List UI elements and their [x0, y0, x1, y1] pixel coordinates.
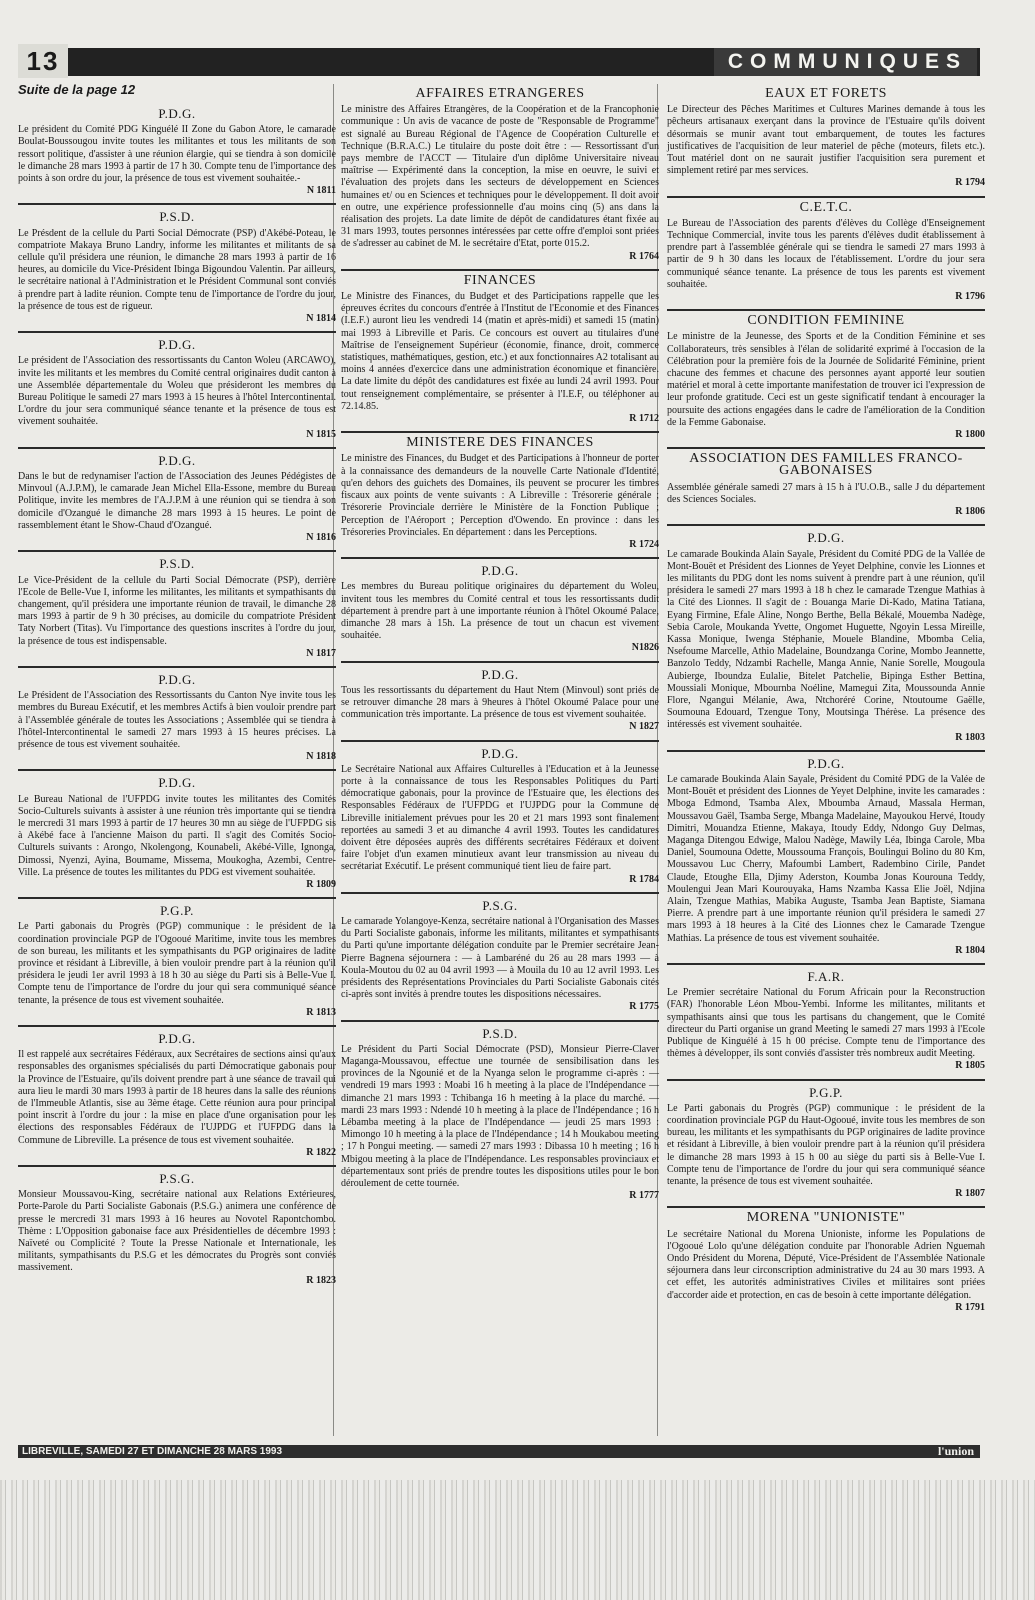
- communique: [667, 309, 985, 441]
- notice-separator: [341, 740, 659, 742]
- communique-body: Le Secrétaire National aux Affaires Culturelles à l'Education et à la Jeunesse porte à la connaissance de tous les Responsables Politiques du Parti démocratique gabonais, pour la province de l'Estuaire que, les élections des Responsables Fédéraux de l'UFPDG et l'UJPDG pour la Commune de Libreville initialement prévues pour les 20 et 21 mars 1993 sont finalement reportées au samedi 3 et au dimanche 4 avril 1993. Toutes les candidatures doivent être déposées auprès des différents secrétaires Fédéraux et doivent faire l'objet d'un examen minutieux avant leur transmission au niveau du secrétariat Exécutif. Le présent communiqué tient lieu de faire part.: [341, 763, 659, 873]
- communique: [18, 331, 336, 441]
- communique-heading: P.D.G.: [158, 452, 196, 468]
- notice-separator: [18, 331, 336, 333]
- communique-body: Tous les ressortissants du département du Haut Ntem (Minvoul) sont priés de se retrouver dimanche 28 mars à 9heures à l'hôtel Okoumé Palace pour une communication très importante. La présence de tous est vivement souhaitée.: [341, 684, 659, 721]
- reference-number: R 1775: [629, 1001, 659, 1013]
- communique: [667, 1206, 985, 1314]
- communique-body: Le Bureau de l'Association des parents d'élèves du Collège d'Enseignement Technique Commercial, invite tous les parents d'élèves dudit établissement à prendre part à l'assemblée générale qui se tiendra le samedi 27 mars 1993 à partir de 9 h 30 dans les locaux de l'établissement. L'ordre du jour sera communiqué séance tenante. La présence de tous les parents est vivement souhaitée.: [667, 217, 985, 290]
- footer-dateline: LIBREVILLE, SAMEDI 27 ET DIMANCHE 28 MARS 1993: [22, 1446, 283, 1457]
- communique-heading: CONDITION FEMININE: [747, 313, 905, 329]
- communique-body: Le camarade Yolangoye-Kenza, secrétaire national à l'Organisation des Masses du Parti Socialiste gabonais, informe les militants, militantes et sympathisants du Parti qu'une importante délégation conduite par le Premier secrétaire Jean-Pierre Bagnena séjournera : — à Lambaréné du 26 au 28 mars 1993 — à Koula-Moutou du 02 au 04 avril 1993 — à Mouila du 10 au 12 avril 1993. Les présidents des Représentations Provinciales du Parti Socialiste Gabonais cités ci-après sont invités à prendre toutes les dispositions nécessaires.: [341, 915, 659, 1001]
- notice-separator: [341, 269, 659, 271]
- communique-heading: MORENA "UNIONISTE": [746, 1210, 906, 1226]
- communique: [18, 1025, 336, 1159]
- notice-separator: [341, 661, 659, 663]
- communique: [341, 269, 659, 425]
- communique: [667, 750, 985, 957]
- communique-heading: MINISTERE DES FINANCES: [406, 435, 594, 451]
- communique-heading: P.D.G.: [807, 755, 845, 771]
- communique-body: Le Premier secrétaire National du Forum Africain pour la Reconstruction (FAR) l'honorable Léon Mbou-Yembi. Informe les militantes, militants et sympathisants ainsi que tous les partisans du changement, que le Comité directeur du Parti organise un grand Meeting le samedi 27 mars 1993 à l'Ecole Publique de Kinguélé à 15 h 00 précise. Compte tenu de l'importance des thèmes à développer, ils sont conviés d'assister très nombreux audit Meeting.: [667, 987, 985, 1060]
- reference-number: N 1815: [306, 428, 336, 440]
- communique-body: Le Parti gabonais du Progrès (PGP) communique : le président de la coordination provinciale PGP de l'Ogooué Maritime, invite tous les membres de son bureau, les militants et les sympathisants du PGP originaires de ladite province et résidant à Libreville, à bien vouloir prendre part à la réunion qu'il présidera le jeudi 1er avril 1993 à 18 h 30 au siège du Parti sis à Belle-Vue I. Compte tenu de l'importance de l'ordre du jour qui sera communiqué séance tenante, la présence de tous est vivement souhaitée.: [18, 921, 336, 1006]
- communique-body: Le ministre de la Jeunesse, des Sports et de la Condition Féminine et ses Collaborateurs, très sensibles à l'élan de solidarité exprimé à l'occasion de la Célébration pour la première fois de la Journée de Solidarité Féminine, prient chacune des femmes et chacune des personnes ayant apporté leur soutien matériel et moral à cette importante manifestation de trouver ici l'expression de leur profonde gratitude. Ceci est un geste significatif tendant à encourager la poursuite des actions engagées dans le cadre de l'amélioration de la Condition de la Femme Gabonaise.: [667, 331, 985, 428]
- notice-separator: [667, 1079, 985, 1081]
- communique: [667, 196, 985, 304]
- communique-heading: P.D.G.: [481, 745, 519, 761]
- communique: [18, 108, 336, 197]
- notice-separator: [667, 750, 985, 752]
- communique-body: Le président de l'Association des ressortissants du Canton Woleu (ARCAWO), invite les militants et les membres du Comité central originaires dudit canton à une Assemblée départementale du Woleu que présideront les membres du Bureau Politique le samedi 27 mars 1993 à 15 heures à l'hôtel Intercontinental. L'ordre du jour sera communiqué séance tenante et la présence de tous est vivement souhaitée.: [18, 355, 336, 428]
- communique-heading: P.D.G.: [158, 1031, 196, 1046]
- reference-number: N 1827: [629, 721, 659, 733]
- communique-heading: P.G.P.: [160, 903, 194, 919]
- notice-separator: [18, 550, 336, 552]
- reference-number: R 1813: [306, 1006, 336, 1018]
- communique: [341, 1020, 659, 1203]
- communique-body: Dans le but de redynamiser l'action de l'Association des Jeunes Pédégistes de Minvoul (A.J.P.M), le camarade Jean Michel Ella-Essone, membre du Bureau Politique, invite les membres de l'A.J.P.M à une réunion qui se tiendra à son domicile d'Ozangué le dimanche 28 mars 1993 à 15 heures. Le point de rassemblement étant le Show-Chaud d'Ozangué.: [18, 471, 336, 531]
- communique-body: Monsieur Moussavou-King, secrétaire national aux Relations Extérieures, Porte-Parole du Parti Socialiste Gabonais (P.S.G.) animera une conférence de presse le mercredi 31 mars 1993 à 16 heures au Novotel Rapontchombo. Thème : L'Opposition gabonaise face aux Présidentielles de décembre 1993 : Naïveté ou Complicité ? Toute la Presse Nationale et Internationale, les militants, sympathisants du P.S.G et les démocrates du Progrès sont conviés massivement.: [18, 1189, 336, 1274]
- reference-number: R 1800: [955, 429, 985, 441]
- communique-body: Le camarade Boukinda Alain Sayale, Président du Comité PDG de la Vallée de Mont-Bouët et Président des Lionnes de Yeyet Delphine, convie les Lionnes et les militants du PDG dont les noms suivent à prendre part à une réunion, qu'il présidera le samedi 27 mars 1993 à 18 h chez le camarade Tzengue Mathias à la Cité des Lionnes. Il s'agit de : Bouanga Marie Di-Kado, Matina Tatiana, Eyang Firmine, Efale Aline, Nongo Berthe, Bella Békalé, Mouemba Nadège, Sebia Carole, Moukanda Yvette, Ongomet Huguette, Ngoyin Lessa Mireille, Kassa Monique, Iwenga Stéphanie, Mouele Blandine, Mbomba Celia, Nsefoume Marcelle, Athio Madelaine, Boundzanga Corine, Mombo Jeannette, Banzolo Teddy, Ndzambi Rachelle, Manga Annie, Nanie Sorelle, Mougoula Aubierge, Iboundza Eulalie, Bitelet Patchelie, Bipinga Esther Bettina, Moussiali Monique, Mbournba Noéline, Mamegui Zita, Moussounda Annie Flore, Ngangui Mélanie, Awa, Ntchoréré Corine, Ntoutoume Gaëlle, Soumouna Edouard, Tzengue Tony, Moutsinga Thérèse. La présence des intéressés est vivement souhaitée.: [667, 548, 985, 731]
- communique-body: Les membres du Bureau politique originaires du département du Woleu, invitent tous les membres du Comité central et tous les ressortissants dudit département à prendre part à une importante réunion à l'hôtel Okoumé Palace, dimanche 28 mars à 15h. La présence de tout un chacun est vivement souhaitée.: [341, 581, 659, 642]
- communique-body: Le Bureau National de l'UFPDG invite toutes les militantes des Comités Socio-Culturels suivants à assister à une réunion très importante qui se tiendra le mercredi 31 mars 1993 à partir de 17 heures 30 mn au siège de l'UFPDG sis à Akébé face à l'ancienne Maison du parti. Il s'agit des Comités Socio-Culturels suivants : Arongo, Nkolengong, Kounabeli, Akébé-Ville, Ignonga, Dimossi, Nyenzi, Ayina, Boumame, Missema, Moukogha, Azembi, Centre-Ville. La présence de toutes les militantes du PDG est vivement souhaitée.: [18, 793, 336, 878]
- communique-body: Il est rappelé aux secrétaires Fédéraux, aux Secrétaires de sections ainsi qu'aux responsables des organismes spécialisés du parti Démocratique gabonais pour la Province de l'Estuaire, qu'ils doivent prendre part à une séance de travail qui aura lieu le mardi 30 mars 1993 à partir de 18 heures dans la salle des réunions de l'Immeuble Atlantis, sise au 3ème étage. Cette réunion aura pour principal point inscrit à l'ordre du jour : la mise en place d'une organisation pour les élections des responsables Fédéraux de l'UJPDG et l'UFPDG dans la Commune de Libreville. La présence de tous est vivement souhaitée.: [18, 1049, 336, 1146]
- notice-separator: [18, 1025, 336, 1027]
- communique: [341, 88, 659, 263]
- communique-heading: P.S.D.: [159, 209, 195, 225]
- communique: [667, 524, 985, 743]
- notice-separator: [667, 447, 985, 449]
- footer-masthead: l'union: [937, 1444, 974, 1458]
- notice-separator: [18, 447, 336, 449]
- reference-number: R 1777: [629, 1190, 659, 1202]
- communique: [667, 447, 985, 518]
- communique: [341, 740, 659, 886]
- communique-body: Le Présdent de la cellule du Parti Social Démocrate (PSP) d'Akébé-Poteau, le compatriote Makaya Bruno Landry, informe les militantes et militants de sa cellule qu'il présidera une réunion, le dimanche 28 mars 1993 à partir de 16 heures, au domicile du Vice-Président Ibinga Bigoundou Valentin. Par ailleurs, le secrétaire national à l'Administration et le Président Communal sont conviés à prendre part à ladite réunion. Compte tenu de l'importance de l'ordre du jour, la présence de tous est de rigueur.: [18, 227, 336, 312]
- notice-separator: [667, 524, 985, 526]
- reference-number: N 1811: [306, 185, 336, 197]
- communique-body: Le Président de l'Association des Ressortissants du Canton Nye invite tous les membres du Bureau Exécutif, et les membres Actifs à bien vouloir prendre part à l'Assemblée générale de toutes les Associations ; Assemblée qui se tiendra à l'hôtel-Intercontinental le samedi 27 mars 1993 à 15 heures précises. La présence de tous est vivement souhaitée.: [18, 690, 336, 750]
- reference-number: R 1809: [306, 878, 336, 890]
- notice-separator: [667, 196, 985, 198]
- notice-separator: [18, 769, 336, 771]
- continuation-note: Suite de la page 12: [18, 82, 136, 97]
- column-left: [18, 102, 336, 1293]
- communique-heading: P.D.G.: [158, 775, 196, 791]
- communique-heading: AFFAIRES ETRANGERES: [415, 86, 585, 101]
- communique-body: Le secrétaire National du Morena Unioniste, informe les Populations de l'Ogooué Lolo qu'une délégation conduite par l'honorable Adrien Nguemah Ondo Président du Morena, Député, Vice-Président de l'Assemblée Nationale séjournera dans leur circonscription administrative du 24 au 30 mars 1993. A cet effet, les autorités administratives Civiles et militaires sont priées d'accorder aide et protection, en cas de besoin à cette importante délégation.: [667, 1228, 985, 1301]
- page-footer: [18, 1445, 980, 1458]
- notice-separator: [18, 1165, 336, 1167]
- communique-body: Le Président du Parti Social Démocrate (PSD), Monsieur Pierre-Claver Maganga-Moussavou, effectue une tournée de sensibilisation dans les provinces de la Ngounié et de la Nyanga selon le programme ci-après : — vendredi 19 mars 1993 : Moabi 16 h meeting à la place de l'Indépendance — dimanche 21 mars 1993 : Tchibanga 16 h meeting à la place du marché. — mardi 23 mars 1993 : Ndendé 10 h meeting à la place de l'Indépendance ; 16 h Lébamba meeting à la place de l'Indépendance — jeudi 25 mars 1993 : Mimongo 10 h meeting à la place de l'Indépendance ; 14 h Moukabou meeting ; 17 h Pongui meeting. — samedi 27 mars 1993 : Dibassa 10 h meeting ; 16 h Mbigou meeting à la place de l'Indépendance. Les responsables provinciaux et départementaux sont priés de prendre toutes les dispositions utiles pour le bon déroulement de cette tournée.: [341, 1043, 659, 1190]
- notice-separator: [667, 309, 985, 311]
- communique: [667, 88, 985, 190]
- notice-separator: [341, 557, 659, 559]
- communique: [18, 203, 336, 325]
- reference-number: N 1816: [306, 532, 336, 544]
- page-number: 13: [18, 44, 68, 78]
- communique-body: Le président du Comité PDG Kinguélé II Zone du Gabon Atore, le camarade Boulat-Boussougou invite toutes les militantes et tous les militants de son ressort politique, d'assister à une réunion élargie, qui se tiendra à son domicile le dimanche 28 mars 1993 à partir de 17 h 30. Compte tenu de l'importance des points à son ordre du jour, la présence de tous est vivement souhaitée.-: [18, 124, 336, 185]
- reference-number: R 1822: [306, 1146, 336, 1158]
- reference-number: N1826: [631, 642, 659, 654]
- reference-number: R 1805: [955, 1060, 985, 1072]
- reference-number: R 1796: [955, 291, 985, 303]
- notice-separator: [341, 892, 659, 894]
- communique-heading: P.D.G.: [807, 530, 845, 546]
- communique-heading: P.S.D.: [159, 556, 195, 572]
- reference-number: R 1791: [955, 1301, 985, 1313]
- communique-heading: P.S.G.: [482, 897, 518, 913]
- communique-heading: C.E.T.C.: [799, 199, 853, 215]
- column-right: [667, 84, 985, 1320]
- reference-number: R 1794: [955, 177, 985, 189]
- communique: [18, 666, 336, 763]
- communique-body: Le Directeur des Pêches Maritimes et Cultures Marines demande à tous les pêcheurs artisanaux exerçant dans la province de l'Estuaire qu'ils doivent désormais se munir avant tout embarquement, de toutes les factures justificatives de l'acquisition de leur materiel de pêche (moteurs, filets etc.). Tout matériel dont on ne saurait justifier l'acquisition sera purement et simplement retiré par mes services.: [667, 104, 985, 177]
- reference-number: R 1764: [629, 250, 659, 262]
- communique-heading: P.D.G.: [158, 671, 196, 687]
- communique-heading: P.S.D.: [482, 1025, 518, 1041]
- communique: [667, 1079, 985, 1201]
- reference-number: R 1712: [629, 413, 659, 425]
- reference-number: R 1724: [629, 538, 659, 550]
- reference-number: R 1804: [955, 944, 985, 956]
- communique-heading: P.D.G.: [481, 563, 519, 579]
- communique: [18, 897, 336, 1019]
- notice-separator: [18, 666, 336, 668]
- reference-number: R 1823: [306, 1274, 336, 1286]
- communique: [341, 892, 659, 1014]
- notice-separator: [667, 963, 985, 965]
- notice-separator: [18, 203, 336, 205]
- communique-heading: P.D.G.: [481, 666, 519, 682]
- section-title: COMMUNIQUES: [714, 48, 977, 76]
- communique-body: Le Ministre des Finances, du Budget et des Participations rappelle que les épreuves écrites du concours d'entrée à l'Institut de l'Economie et des Finances (I.E.F.) auront lieu les vendredi 14 (matin et après-midi) et samedi 15 (matin) mai 1993 à Libreville et Paris. Ce concours est ouvert au titulaires d'une Maîtrise de l'enseignement Supérieur (économie, finance, droit, commerce statistiques, mathématiques, gestion, etc.) et aux fonctionnaires A2 totalisant au moins 4 années d'exercice dans une administration économique et financière. La date limite du dépôt des candidatures est fixée au lundi 24 avril 1993. Pour tout renseignement complémentaire, se présenter à l'I.E.F, ou téléphoner au 72.14.85.: [341, 291, 659, 412]
- reference-number: R 1784: [629, 873, 659, 885]
- communique-body: Le Vice-Président de la cellule du Parti Social Démocrate (PSP), derrière l'Ecole de Belle-Vue I, informe les militantes, les militants et sympathisants du changement, qu'il présidera une importante réunion de travail, le dimanche 28 mars 1993 à partir de 9 h 30 précises, au domicile du compatriote Président Taty Norbert (Titas). Vu l'importance des questions inscrites à l'ordre du jour, la présence de tous est indispensable.: [18, 574, 336, 647]
- communique-heading: ASSOCIATION DES FAMILLES FRANCO-GABONAISES: [689, 451, 963, 479]
- communique: [667, 963, 985, 1073]
- communique-heading: P.S.G.: [159, 1171, 195, 1187]
- notice-separator: [18, 897, 336, 899]
- column-middle: [341, 84, 659, 1208]
- reference-number: R 1807: [955, 1188, 985, 1200]
- communique: [18, 447, 336, 544]
- communique-heading: P.D.G.: [158, 106, 196, 121]
- communique-body: Le Parti gabonais du Progrès (PGP) communique : le président de la coordination provinciale PGP du Haut-Ogooué, invite tous les membres de son bureau, les militants et les sympathisants du PGP originaires de ladite province et résidant à Libreville, à bien vouloir prendre part à la réunion qu'il présidera le dimanche 28 mars 1993 à 15 h 00 au siège du parti sis à Belle-Vue I. Compte tenu de l'importance de l'ordre du jour qui sera communiqué séance tenante, la présence de tous est vivement souhaitée.: [667, 1102, 985, 1188]
- notice-separator: [341, 1020, 659, 1022]
- scan-artifact: [0, 1480, 1035, 1600]
- communique: [18, 1165, 336, 1287]
- communique-heading: P.D.G.: [158, 337, 196, 353]
- notice-separator: [341, 431, 659, 433]
- reference-number: N 1814: [306, 313, 336, 325]
- communique: [341, 557, 659, 654]
- communique-body: Le ministre des Affaires Etrangères, de la Coopération et de la Francophonie communique : Un avis de vacance de poste de "Responsable de Programme" est signalé au Bureau Régional de l'Agence de Coopération Culturelle et Technique (B.R.A.C.) Le titulaire du poste doit être : — Ressortissant d'un pays membre de l'ACCT — Titulaire d'un diplôme Universitaire niveau maîtrise — Expérimenté dans la conception, la mise en oeuvre, le suivi et l'évaluation des projets dans les secteurs de développement en Sciences humaines et/ ou en Sciences et techniques pour le développement. Il doit avoir en outre, une expérience professionnelle d'au moins cinq (5) ans dans la réalisation des projets. La date limite de dépôt de candidatures étant fixée au 31 mars 1993, toutes personnes intéressées par cette offre d'emploi sont priées de s'adresser au cabinet de M. le secrétaire d'Etat, porte 015.2.: [341, 104, 659, 250]
- communique-heading: EAUX ET FORETS: [765, 86, 887, 101]
- communique: [341, 661, 659, 734]
- reference-number: R 1803: [955, 731, 985, 743]
- communique-body: Assemblée générale samedi 27 mars à 15 h à l'U.O.B., salle J du département des Sciences Sociales.: [667, 481, 985, 505]
- communique-heading: F.A.R.: [807, 969, 845, 984]
- communique-heading: FINANCES: [463, 272, 537, 288]
- communique: [18, 550, 336, 660]
- communique: [341, 431, 659, 551]
- communique-body: Le camarade Boukinda Alain Sayale, Président du Comité PDG de la Valée de Mont-Bouët et président des Lionnes de Yeyet Delphine, invite les camarades : Mboga Edmond, Tsamba Alex, Mboumba Arnaud, Massala Herman, Moussavou Gaël, Tsamba Serge, Mbanga Madelaine, Mayoukou Hervé, Itoudy Dimitri, Mouandza Etienne, Makaya, Itoudy Eddy, Ndongo Guy Delmas, Maganga Ditengou Edwige, Malou Nadège, Mawily Léa, Ibinga Carole, Mba Daniel, Soumouna Odette, Moussouma François, Boulingui Bolino du 80 Km, Moussavou Luc Cherry, Mafoumbi Lambert, Radembino Cirile, Pandet Claude, Etoughe Ella, Djimy Aderston, Koumba Jonas Kourouna Teddy, Moulengui Jean Mari Kourouyaka, Hams Nzamba Kassa Elie Joël, Ndjina Alain, Tzengue Mathias, Mabika Auguste, Tsamba Jean Baptiste, Siamana Pierre. A prendre part à une importante réunion qu'il présidera le samedi 27 mars 1993 à 18 heures à la Cité des Lionnes chez le Camarade Tzengue Mathias. La présence de tous est vivement souhaitée.: [667, 773, 985, 944]
- reference-number: N 1817: [306, 647, 336, 659]
- reference-number: N 1818: [306, 751, 336, 763]
- communique: [18, 769, 336, 891]
- communique-body: Le ministre des Finances, du Budget et des Participations à l'honneur de porter à la connaissance des demandeurs de la nouvelle Carte Nationale d'Identité, qu'en dehors des guichets des Domaines, ils peuvent se procurer les timbres fiscaux aux points de vente suivants : A Libreville : Trésorerie générale ; Trésorerie Provinciale derrière le Ministère de la Fonction Publique ; Perception de l'Aéroport ; Perception d'Owendo. En province : dans les Trésoreries Provinciales. En département : dans les Perceptions.: [341, 453, 659, 538]
- communique-heading: P.G.P.: [809, 1084, 843, 1100]
- notice-separator: [667, 1206, 985, 1208]
- reference-number: R 1806: [955, 506, 985, 518]
